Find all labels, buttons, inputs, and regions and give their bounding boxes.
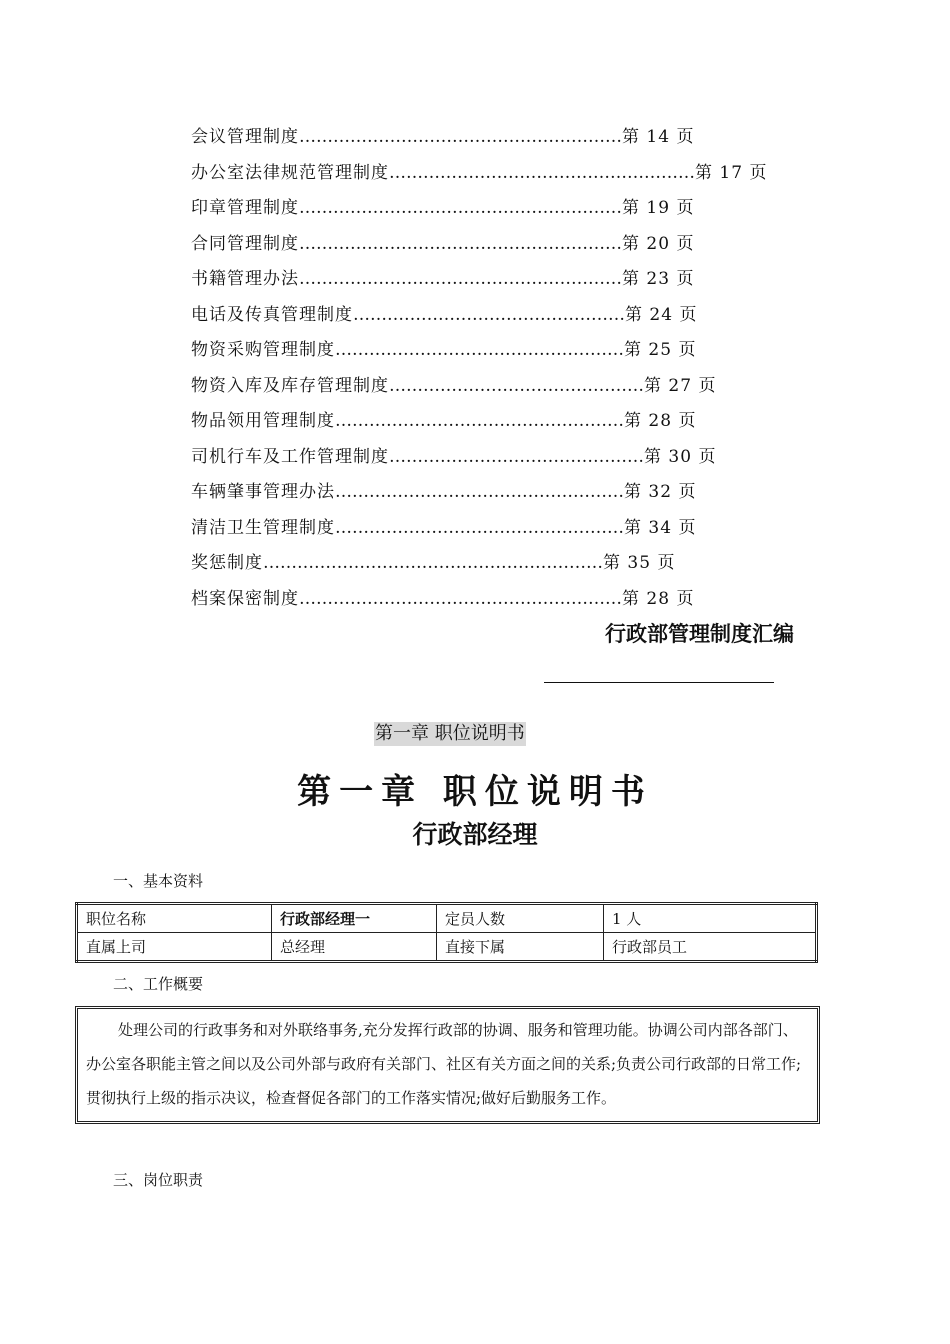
toc-leader-dots: …………………………………………………: [299, 269, 622, 289]
toc-entry-title: 物品领用管理制度: [191, 411, 335, 431]
toc-entry-title: 奖惩制度: [191, 553, 263, 573]
toc-leader-dots: ……………………………………………: [335, 517, 624, 538]
toc-leader-dots: ………………………………………: [389, 446, 644, 467]
toc-entry-page: 第 28 页: [624, 411, 697, 431]
toc-leader-dots: ……………………………………………: [335, 340, 624, 360]
chapter-heading-highlighted: 第一章 职位说明书: [375, 723, 525, 744]
table-cell: 总经理: [272, 933, 437, 962]
toc-entry-title: 物资入库及库存管理制度: [191, 375, 389, 396]
toc-entry[interactable]: [191, 333, 751, 369]
toc-entry-page: 第 34 页: [624, 517, 697, 538]
toc-entry[interactable]: [191, 369, 751, 405]
toc-entry[interactable]: [191, 440, 751, 476]
toc-entry[interactable]: [191, 298, 751, 334]
header-divider: [544, 682, 774, 683]
toc-leader-dots: ……………………………………………………: [263, 553, 603, 573]
toc-leader-dots: …………………………………………………: [299, 233, 622, 254]
toc-entry-title: 物资采购管理制度: [191, 340, 335, 360]
toc-entry-title: 印章管理制度: [191, 198, 299, 218]
toc-entry-page: 第 20 页: [622, 233, 695, 254]
toc-entry-title: 办公室法律规范管理制度: [191, 162, 389, 183]
toc-entry-page: 第 17 页: [695, 162, 768, 183]
toc-entry-page: 第 25 页: [624, 340, 697, 360]
toc-entry-page: 第 24 页: [625, 304, 698, 325]
table-cell: 直接下属: [437, 933, 604, 962]
toc-entry-title: 合同管理制度: [191, 233, 299, 254]
toc-entry-title: 电话及传真管理制度: [191, 304, 353, 325]
toc-entry[interactable]: [191, 404, 751, 440]
toc-leader-dots: ………………………………………: [389, 375, 644, 396]
toc-entry-title: 司机行车及工作管理制度: [191, 446, 389, 467]
toc-entry[interactable]: [191, 262, 751, 298]
basic-info-table: [75, 902, 818, 963]
toc-entry-title: 会议管理制度: [191, 127, 299, 147]
document-header-title: 行政部管理制度汇编: [605, 622, 794, 646]
work-overview-box: 处理公司的行政事务和对外联络事务,充分发挥行政部的协调、服务和管理功能。协调公司内部各部门、办公室各职能主管之间以及公司外部与政府有关部门、社区有关方面之间的关系;负责公司行政部的日常工作;贯彻执行上级的指示决议，检查督促各部门的工作落实情况;做好后勤服务工作。: [75, 1006, 820, 1124]
table-row: [77, 933, 817, 962]
toc-leader-dots: …………………………………………………: [299, 588, 622, 609]
toc-entry[interactable]: [191, 546, 751, 582]
toc-leader-dots: ……………………………………………: [335, 411, 624, 431]
toc-entry-page: 第 23 页: [622, 269, 695, 289]
table-cell: 职位名称: [77, 904, 272, 933]
table-cell: 1 人: [604, 904, 817, 933]
toc-entry[interactable]: [191, 156, 768, 192]
toc-leader-dots: …………………………………………: [353, 304, 625, 325]
toc-leader-dots: …………………………………………………: [299, 198, 622, 218]
section-duties-label: 三、岗位职责: [113, 1171, 204, 1189]
toc-entry[interactable]: [191, 582, 751, 618]
section-basic-info-label: 一、基本资料: [113, 872, 204, 890]
position-title: 行政部经理: [412, 820, 538, 849]
toc-entry-page: 第 27 页: [644, 375, 717, 396]
toc-entry[interactable]: [191, 511, 751, 547]
toc-entry-page: 第 30 页: [644, 446, 717, 467]
toc-entry-title: 书籍管理办法: [191, 269, 299, 289]
table-of-contents: [191, 120, 768, 617]
toc-leader-dots: …………………………………………………: [299, 127, 622, 147]
toc-entry-page: 第 14 页: [622, 127, 695, 147]
toc-leader-dots: ……………………………………………: [335, 482, 624, 502]
table-cell: 直属上司: [77, 933, 272, 962]
section-overview-label: 二、工作概要: [113, 975, 204, 993]
toc-entry-page: 第 28 页: [622, 588, 695, 609]
toc-entry-page: 第 35 页: [603, 553, 676, 573]
toc-entry[interactable]: [191, 475, 751, 511]
toc-leader-dots: ………………………………………………: [389, 162, 695, 183]
table-cell: 行政部经理一: [272, 904, 437, 933]
toc-entry[interactable]: [191, 120, 751, 156]
chapter-heading: 第一章 职位说明书: [297, 772, 653, 812]
toc-entry[interactable]: [191, 191, 751, 227]
toc-entry-title: 档案保密制度: [191, 588, 299, 609]
toc-entry-page: 第 19 页: [622, 198, 695, 218]
toc-entry-title: 车辆肇事管理办法: [191, 482, 335, 502]
toc-entry-page: 第 32 页: [624, 482, 697, 502]
table-row: [77, 904, 817, 933]
table-cell: 定员人数: [437, 904, 604, 933]
toc-entry[interactable]: [191, 227, 751, 263]
toc-entry-title: 清洁卫生管理制度: [191, 517, 335, 538]
table-cell: 行政部员工: [604, 933, 817, 962]
